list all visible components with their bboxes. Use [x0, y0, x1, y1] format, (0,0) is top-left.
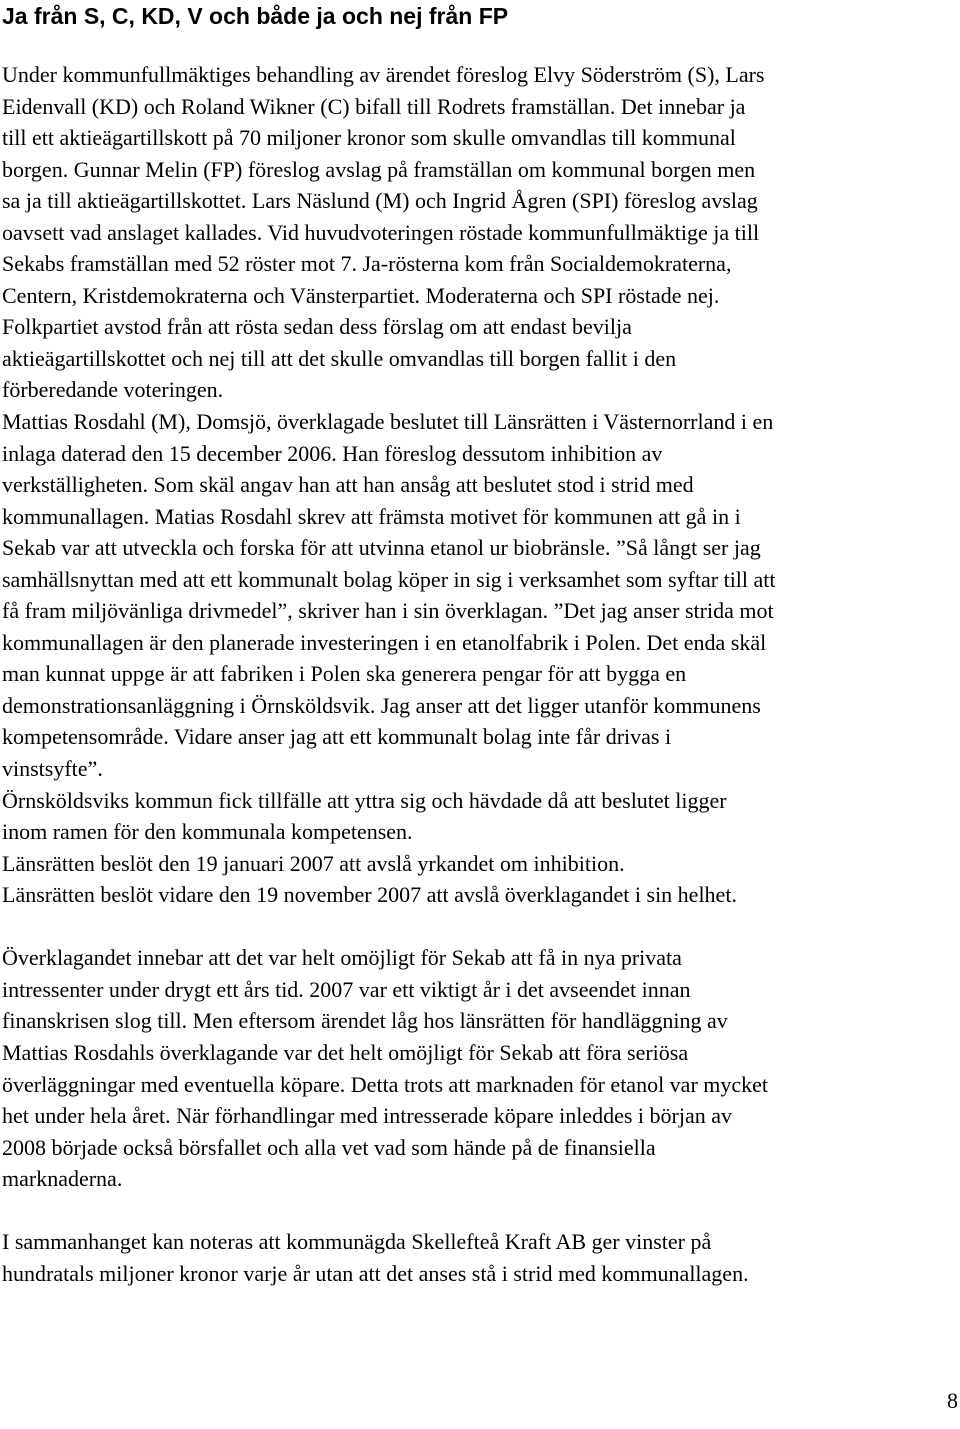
text-line: vinstsyfte”. — [2, 756, 103, 782]
text-line: Mattias Rosdahls överklagande var det helt omöjligt för Sekab att föra seriösa — [2, 1039, 689, 1065]
text-line: kompetensområde. Vidare anser jag att ett kommunalt bolag inte får drivas i — [2, 724, 672, 750]
paragraph — [2, 942, 952, 1194]
page-number: 8 — [947, 1388, 958, 1413]
section-heading: Ja från S, C, KD, V och både ja och nej från FP — [2, 3, 509, 29]
text-line: överläggningar med eventuella köpare. Detta trots att marknaden för etanol var mycket — [2, 1071, 769, 1097]
text-line: man kunnat uppge är att fabriken i Polen ska generera pengar för att bygga en — [2, 661, 687, 687]
text-line: Överklagandet innebar att det var helt omöjligt för Sekab att få in nya privata — [2, 945, 682, 971]
text-line: I sammanhanget kan noteras att kommunägda Skellefteå Kraft AB ger vinster på — [2, 1229, 712, 1255]
paragraph — [2, 406, 952, 785]
text-line: kommunallagen. Matias Rosdahl skrev att främsta motivet för kommunen att gå in i — [2, 503, 741, 529]
text-line: sa ja till aktieägartillskottet. Lars Näslund (M) och Ingrid Ågren (SPI) föreslog avslag — [2, 188, 758, 214]
text-line: Centern, Kristdemokraterna och Vänsterpartiet. Moderaterna och SPI röstade nej. — [2, 282, 720, 308]
body-text — [2, 59, 952, 1289]
text-line: finanskrisen slog till. Men eftersom ärendet låg hos länsrätten för handläggning av — [2, 1008, 728, 1034]
text-line: Sekab var att utveckla och forska för att utvinna etanol ur biobränsle. ”Så långt ser jag — [2, 535, 761, 561]
text-line: få fram miljövänliga drivmedel”, skriver han i sin överklagan. ”Det jag anser strida mot — [2, 598, 774, 624]
paragraph — [2, 785, 952, 848]
paragraph — [2, 59, 952, 406]
text-line: förberedande voteringen. — [2, 377, 224, 403]
text-line: borgen. Gunnar Melin (FP) föreslog avslag på framställan om kommunal borgen men — [2, 156, 756, 182]
text-line: Folkpartiet avstod från att rösta sedan dess förslag om att endast bevilja — [2, 314, 632, 340]
paragraph-spacer — [2, 1195, 952, 1227]
text-line: Sekabs framställan med 52 röster mot 7. Ja-rösterna kom från Socialdemokraterna, — [2, 251, 732, 277]
paragraph — [2, 1226, 952, 1289]
paragraph-spacer — [2, 911, 952, 943]
text-line: intressenter under drygt ett års tid. 2007 var ett viktigt år i det avseendet innan — [2, 976, 691, 1002]
text-line: hundratals miljoner kronor varje år utan att det anses stå i strid med kommunallagen. — [2, 1260, 749, 1286]
text-line: Eidenvall (KD) och Roland Wikner (C) bifall till Rodrets framställan. Det innebar ja — [2, 93, 746, 119]
text-line: marknaderna. — [2, 1166, 123, 1192]
text-line: samhällsnyttan med att ett kommunalt bolag köper in sig i verksamhet som syftar till att — [2, 566, 776, 592]
text-line: till ett aktieägartillskott på 70 miljoner kronor som skulle omvandlas till kommunal — [2, 125, 736, 151]
text-line: kommunallagen är den planerade investeringen i en etanolfabrik i Polen. Det enda skäl — [2, 629, 767, 655]
paragraph — [2, 879, 952, 911]
text-line: Mattias Rosdahl (M), Domsjö, överklagade beslutet till Länsrätten i Västernorrland i en — [2, 409, 774, 435]
text-line: Länsrätten beslöt vidare den 19 november 2007 att avslå överklagandet i sin helhet. — [2, 882, 737, 908]
text-line: inom ramen för den kommunala kompetensen. — [2, 819, 413, 845]
text-line: 2008 började också börsfallet och alla vet vad som hände på de finansiella — [2, 1134, 656, 1160]
paragraph — [2, 848, 952, 880]
text-line: oavsett vad anslaget kallades. Vid huvudvoteringen röstade kommunfullmäktige ja till — [2, 219, 760, 245]
text-line: verkställigheten. Som skäl angav han att han ansåg att beslutet stod i strid med — [2, 472, 694, 498]
text-line: Länsrätten beslöt den 19 januari 2007 att avslå yrkandet om inhibition. — [2, 850, 625, 876]
text-line: Örnsköldsviks kommun fick tillfälle att yttra sig och hävdade då att beslutet ligger — [2, 787, 727, 813]
text-line: inlaga daterad den 15 december 2006. Han föreslog dessutom inhibition av — [2, 440, 663, 466]
text-line: Under kommunfullmäktiges behandling av ärendet föreslog Elvy Söderström (S), Lars — [2, 62, 765, 87]
text-line: aktieägartillskottet och nej till att det skulle omvandlas till borgen fallit i den — [2, 345, 677, 371]
text-line: demonstrationsanläggning i Örnsköldsvik. Jag anser att det ligger utanför kommunens — [2, 692, 761, 718]
text-line: het under hela året. När förhandlingar med intresserade köpare inleddes i början av — [2, 1103, 732, 1129]
